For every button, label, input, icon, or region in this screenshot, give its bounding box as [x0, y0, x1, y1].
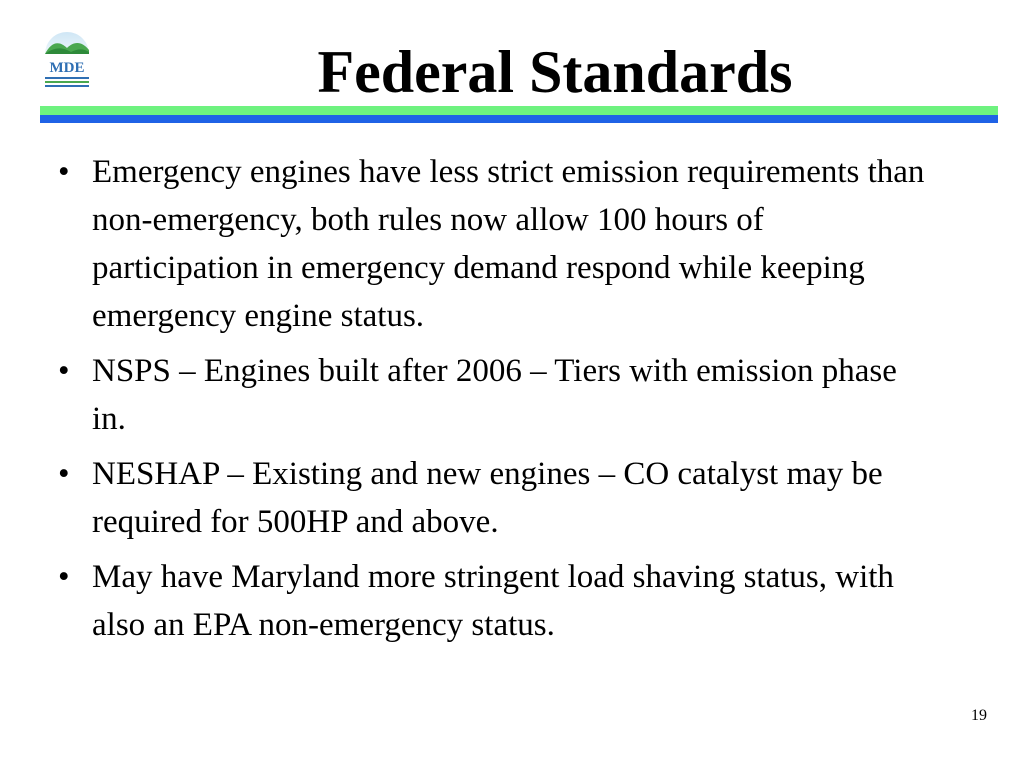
bullet-list: [58, 148, 938, 656]
bullet-item: [58, 450, 938, 546]
bullet-icon: •: [58, 154, 70, 190]
page-number: 19: [971, 707, 987, 724]
bullet-text: NESHAP – Existing and new engines – CO catalyst may be required for 500HP and above.: [92, 456, 883, 540]
bullet-text: NSPS – Engines built after 2006 – Tiers with emission phase in.: [92, 353, 897, 437]
bullet-icon: •: [58, 559, 70, 595]
title-divider-blue: [40, 115, 998, 123]
logo-text: MDE: [49, 60, 85, 76]
bullet-item: [58, 148, 938, 340]
mde-logo-icon: [41, 24, 93, 88]
bullet-item: [58, 347, 938, 443]
bullet-text: Emergency engines have less strict emission requirements than non-emergency, both rules now allow 100 hours of participation in emergency demand respond while keeping emergency engine status.: [92, 154, 925, 334]
mde-logo: [41, 24, 93, 88]
bullet-icon: •: [58, 353, 70, 389]
slide-title: Federal Standards: [317, 39, 793, 105]
bullet-item: [58, 553, 938, 649]
title-divider-green: [40, 106, 998, 115]
bullet-icon: •: [58, 456, 70, 492]
bullet-text: May have Maryland more stringent load shaving status, with also an EPA non-emergency status.: [92, 559, 894, 643]
